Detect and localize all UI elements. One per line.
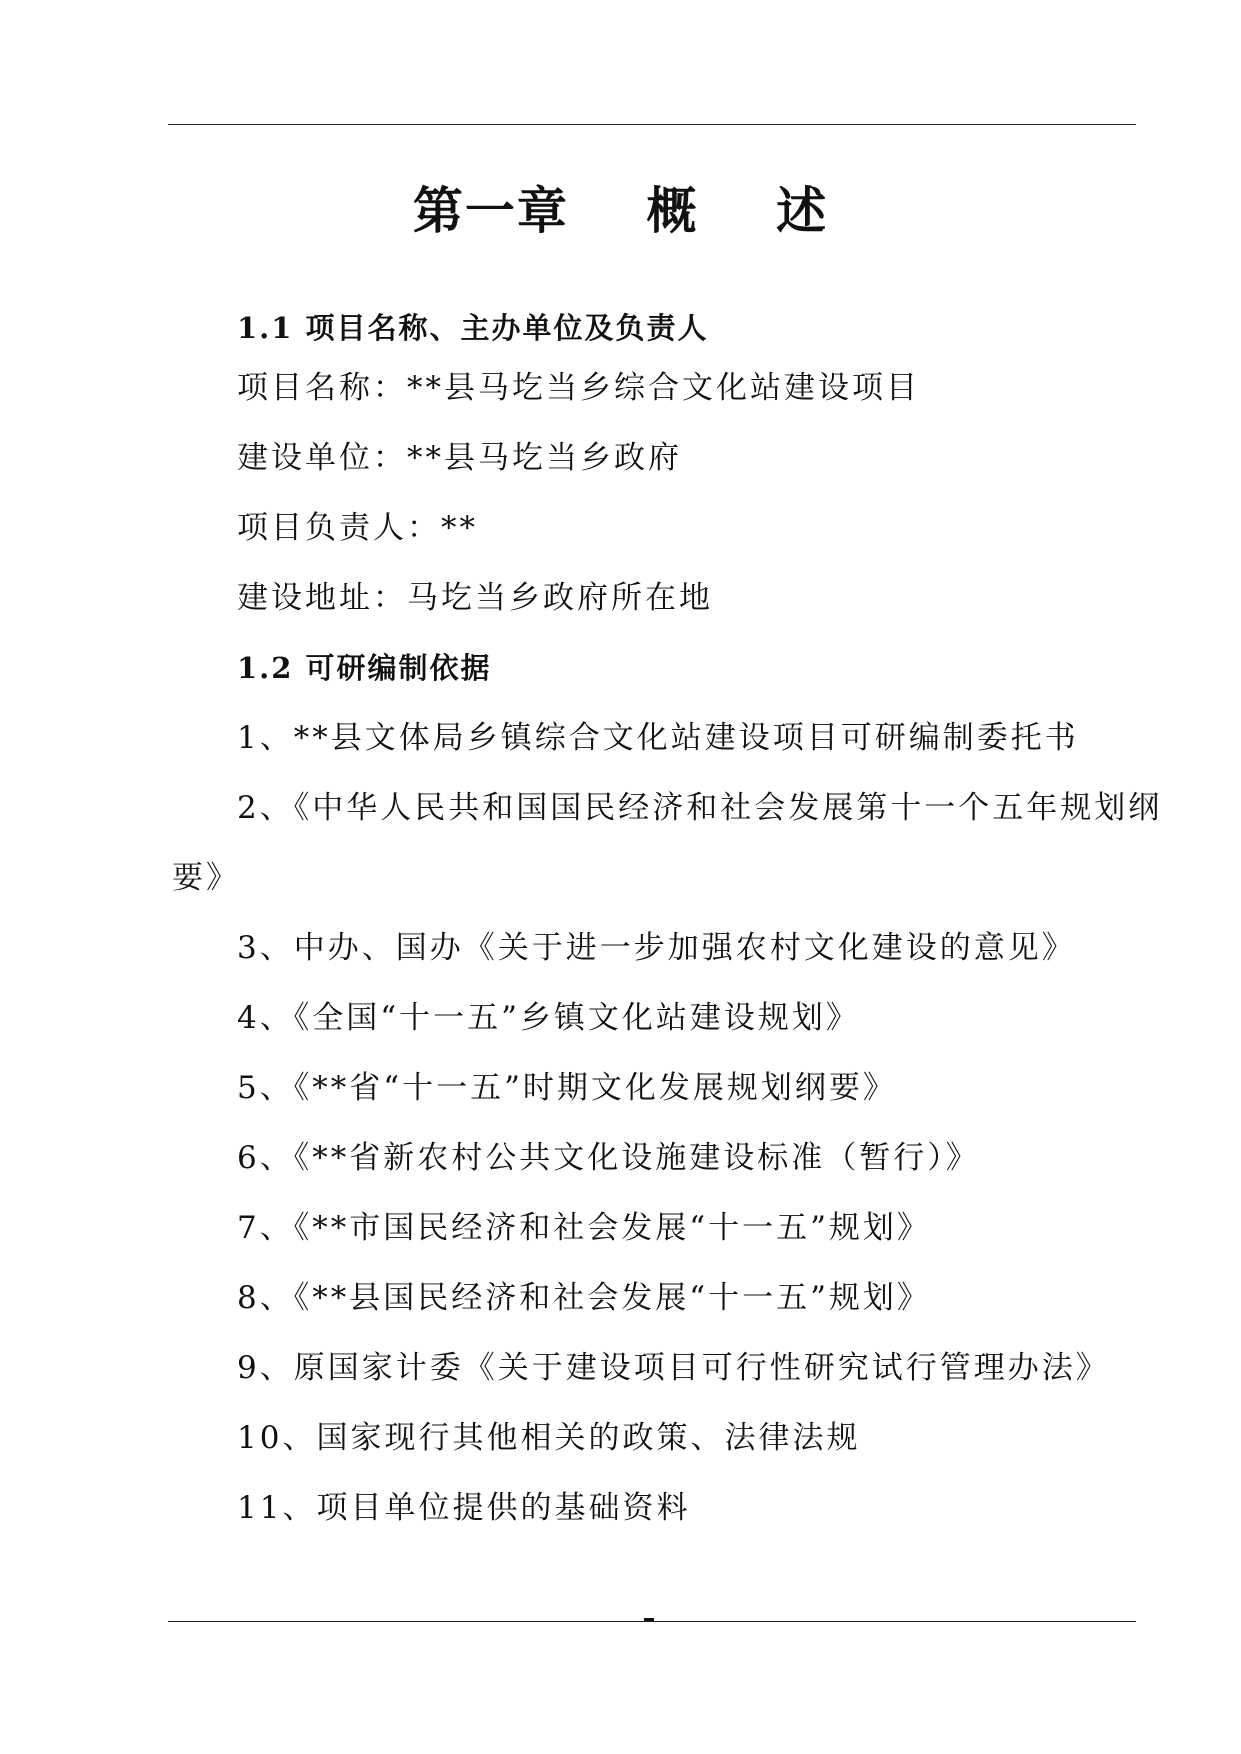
header-rule	[168, 124, 1136, 125]
construction-address-line: 建设地址：马圪当乡政府所在地	[237, 580, 713, 616]
basis-item-6: 6、《**省新农村公共文化设施建设标准（暂行）》	[237, 1140, 980, 1176]
basis-item-10: 10、国家现行其他相关的政策、法律法规	[237, 1420, 861, 1456]
basis-item-3: 3、中办、国办《关于进一步加强农村文化建设的意见》	[237, 930, 1076, 966]
basis-item-4: 4、《全国“十一五”乡镇文化站建设规划》	[237, 1000, 860, 1036]
project-name-line: 项目名称：**县马圪当乡综合文化站建设项目	[237, 370, 920, 406]
page-number-mark	[644, 1618, 654, 1621]
basis-item-2-continuation: 要》	[172, 860, 240, 896]
basis-item-11: 11、项目单位提供的基础资料	[237, 1490, 691, 1526]
basis-item-1: 1、**县文体局乡镇综合文化站建设项目可研编制委托书	[237, 720, 1079, 756]
basis-item-9: 9、原国家计委《关于建设项目可行性研究试行管理办法》	[237, 1350, 1110, 1386]
section-1-1-heading: 1.1 项目名称、主办单位及负责人	[237, 311, 709, 345]
basis-item-7: 7、《**市国民经济和社会发展“十一五”规划》	[237, 1210, 931, 1246]
basis-item-8: 8、《**县国民经济和社会发展“十一五”规划》	[237, 1280, 931, 1316]
project-leader-line: 项目负责人：**	[237, 510, 478, 546]
basis-item-2: 2、《中华人民共和国国民经济和社会发展第十一个五年规划纲	[237, 790, 1163, 826]
construction-unit-line: 建设单位：**县马圪当乡政府	[237, 440, 682, 476]
chapter-title: 第一章 概 述	[412, 182, 829, 240]
section-1-2-heading: 1.2 可研编制依据	[237, 651, 492, 685]
basis-item-5: 5、《**省“十一五”时期文化发展规划纲要》	[237, 1070, 897, 1106]
footer-rule	[168, 1621, 1136, 1622]
